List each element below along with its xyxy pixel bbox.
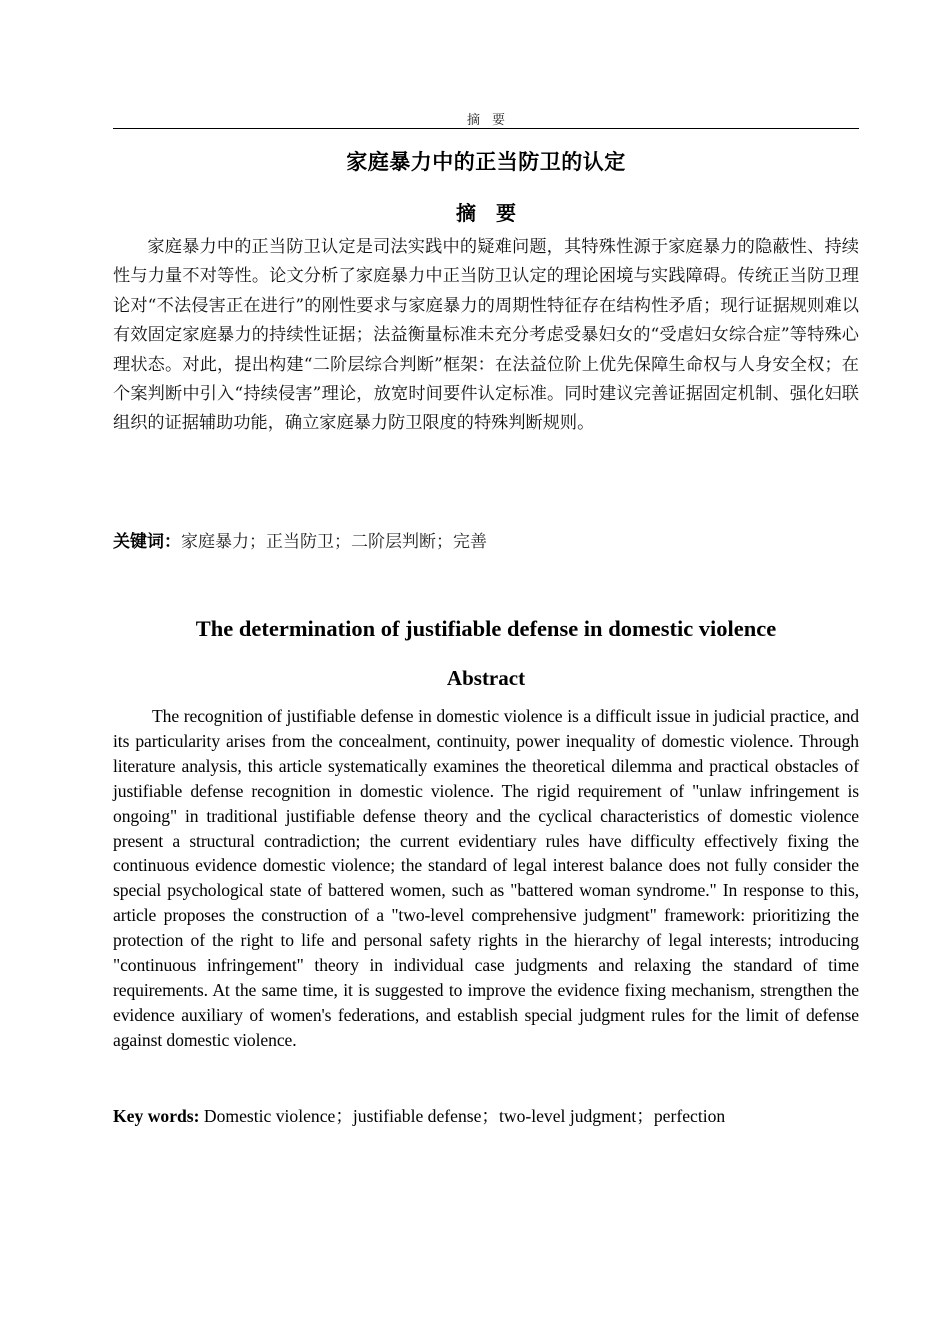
chinese-abstract-heading: 摘要 (456, 201, 536, 225)
chinese-keywords (113, 527, 859, 552)
english-keywords (113, 1103, 859, 1128)
english-abstract-body: The recognition of justifiable defense in domestic violence is a difficult issue in judicial practice, and its particularity arises from the concealment, continuity, power inequality of domestic violence. Through literature analysis, this article systematically examines the theoretical dilemma and practical obstacles of justifiable defense recognition in domestic violence. The rigid requirement of "unlaw infringement is ongoing" in traditional justifiable defense theory and the cyclical characteristics of domestic violence present a structural contradiction; the current evidentiary rules have difficulty effectively fixing the continuous evidence domestic violence; the standard of legal interest balance does not fully consider the special psychological state of battered women, such as "battered woman syndrome." In response to this, article proposes the construction of a "two-level comprehensive judgment" framework: prioritizing the protection of the right to life and personal safety rights in the hierarchy of legal interests; introducing "continuous infringement" theory in individual case judgments and relaxing the standard of time requirements. At the same time, it is suggested to improve the evidence fixing mechanism, strengthen the evidence auxiliary of women's federations, and establish special judgment rules for the limit of defense against domestic violence. (113, 706, 859, 1050)
english-abstract-heading: Abstract (446, 666, 526, 690)
english-keywords-label: Key words: (113, 1106, 200, 1126)
chinese-keywords-label: 关键词： (113, 532, 181, 552)
chinese-abstract-body: 家庭暴力中的正当防卫认定是司法实践中的疑难问题，其特殊性源于家庭暴力的隐蔽性、持续性与力量不对等性。论文分析了家庭暴力中正当防卫认定的理论困境与实践障碍。传统正当防卫理论对“不法侵害正在进行”的刚性要求与家庭暴力的周期性特征存在结构性矛盾；现行证据规则难以有效固定家庭暴力的持续性证据；法益衡量标准未充分考虑受暴妇女的“受虐妇女综合症”等特殊心理状态。对此，提出构建“二阶层综合判断”框架：在法益位阶上优先保障生命权与人身安全权；在个案判断中引入“持续侵害”理论，放宽时间要件认定标准。同时建议完善证据固定机制、强化妇联组织的证据辅助功能，确立家庭暴力防卫限度的特殊判断规则。 (113, 237, 859, 434)
english-keywords-text: Domestic violence；justifiable defense；two-level judgment；perfection (199, 1106, 726, 1126)
english-title: The determination of justifiable defense in domestic violence (195, 616, 777, 641)
chinese-keywords-text: 家庭暴力；正当防卫；二阶层判断；完善 (181, 532, 487, 552)
header-rule (113, 128, 859, 129)
running-header: 摘要 (466, 113, 517, 128)
chinese-title: 家庭暴力中的正当防卫的认定 (346, 150, 626, 174)
